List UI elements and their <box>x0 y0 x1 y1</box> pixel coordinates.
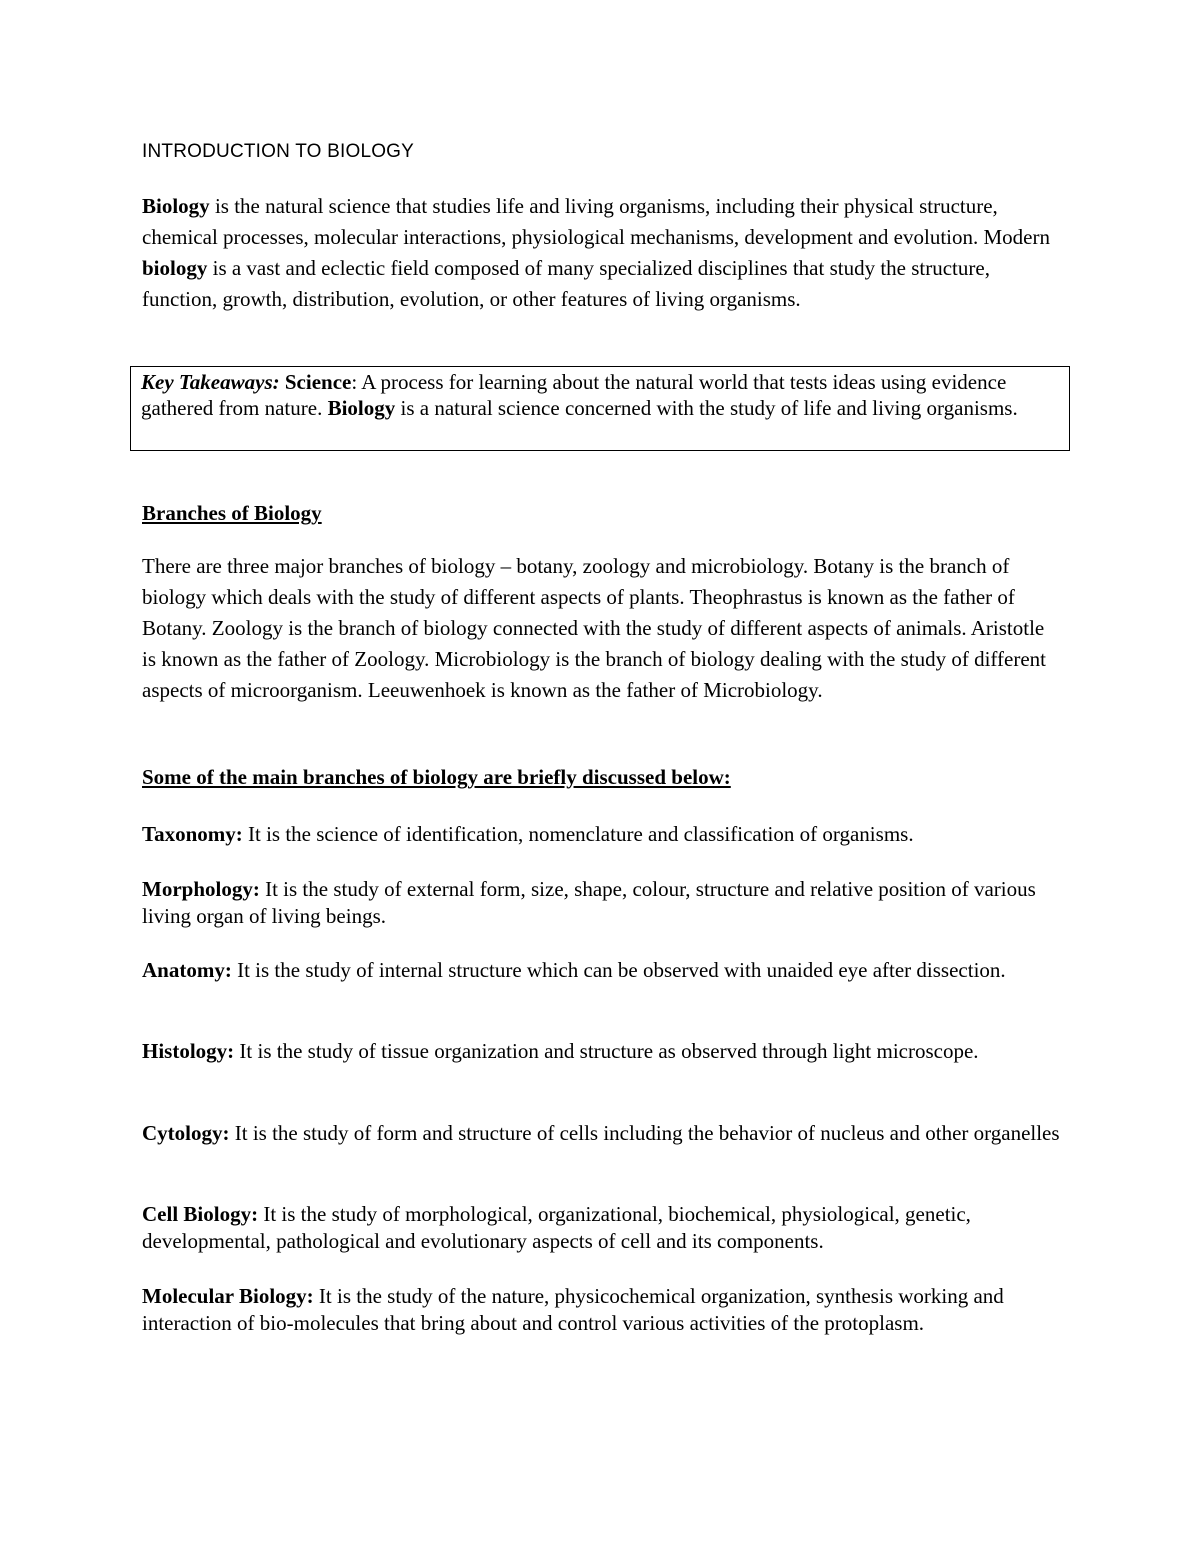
definition-cytology <box>142 1120 1062 1147</box>
definition-term: Cell Biology: <box>142 1202 259 1226</box>
definition-histology <box>142 1038 1062 1065</box>
definition-taxonomy <box>142 821 1062 848</box>
definition-morphology <box>142 876 1062 930</box>
definition-term: Morphology: <box>142 877 260 901</box>
definition-text: It is the study of morphological, organizational, biochemical, physiological, genetic, developmental, pathological and evolutionary aspects of cell and its components. <box>142 1202 971 1253</box>
definition-text: It is the study of internal structure which can be observed with unaided eye after dissection. <box>231 958 1006 982</box>
branches-paragraph: There are three major branches of biology – botany, zoology and microbiology. Botany is the branch of biology which deals with the study of different aspects of plants. Theophrastus is known as the father of Botany. Zoology is the branch of biology connected with the study of different aspects of animals. Aristotle is known as the father of Zoology. Microbiology is the branch of biology dealing with the study of different aspects of microorganism. Leeuwenhoek is known as the father of Microbiology. <box>142 554 1046 702</box>
page-title: INTRODUCTION TO BIOLOGY <box>142 141 415 162</box>
key-takeaways-label: Key Takeaways: <box>141 370 280 394</box>
definition-text: It is the study of external form, size, shape, colour, structure and relative position of various living organ of living beings. <box>142 877 1036 928</box>
intro-text-1: is the natural science that studies life and living organisms, including their physical structure, chemical processes, molecular interactions, physiological mechanisms, development and evolution. Modern <box>142 194 1050 249</box>
definition-term: Anatomy: <box>142 958 232 982</box>
definition-anatomy <box>142 957 1062 984</box>
definition-text: It is the science of identification, nomenclature and classification of organisms. <box>242 822 914 846</box>
key-text-1: : A process for learning about the natural world that tests ideas using evidence gathered from nature. <box>141 370 1007 420</box>
key-text-2: is a natural science concerned with the study of life and living organisms. <box>395 396 1018 420</box>
key-term-science: Science <box>284 370 352 394</box>
definition-molecular-biology <box>142 1283 1062 1337</box>
definition-cell-biology <box>142 1201 1062 1255</box>
main-branches-heading: Some of the main branches of biology are briefly discussed below: <box>142 765 731 789</box>
key-takeaways-box <box>130 366 1070 451</box>
definition-term: Taxonomy: <box>142 822 243 846</box>
definition-term: Cytology: <box>142 1121 230 1145</box>
branches-heading: Branches of Biology <box>142 501 322 525</box>
intro-term-biology: Biology <box>142 194 210 218</box>
definition-term: Histology: <box>142 1039 235 1063</box>
key-term-biology: Biology <box>327 396 396 420</box>
definition-text: It is the study of tissue organization and structure as observed through light microscope. <box>234 1039 979 1063</box>
intro-text-2: is a vast and eclectic field composed of many specialized disciplines that study the structure, function, growth, distribution, evolution, or other features of living organisms. <box>142 256 990 311</box>
definition-term: Molecular Biology: <box>142 1284 314 1308</box>
definition-text: It is the study of form and structure of cells including the behavior of nucleus and other organelles <box>229 1121 1060 1145</box>
intro-paragraph <box>142 191 1062 315</box>
definition-text: It is the study of the nature, physicochemical organization, synthesis working and interaction of bio-molecules that bring about and control various activities of the protoplasm. <box>142 1284 1004 1335</box>
intro-term-biology-2: biology <box>142 256 208 280</box>
